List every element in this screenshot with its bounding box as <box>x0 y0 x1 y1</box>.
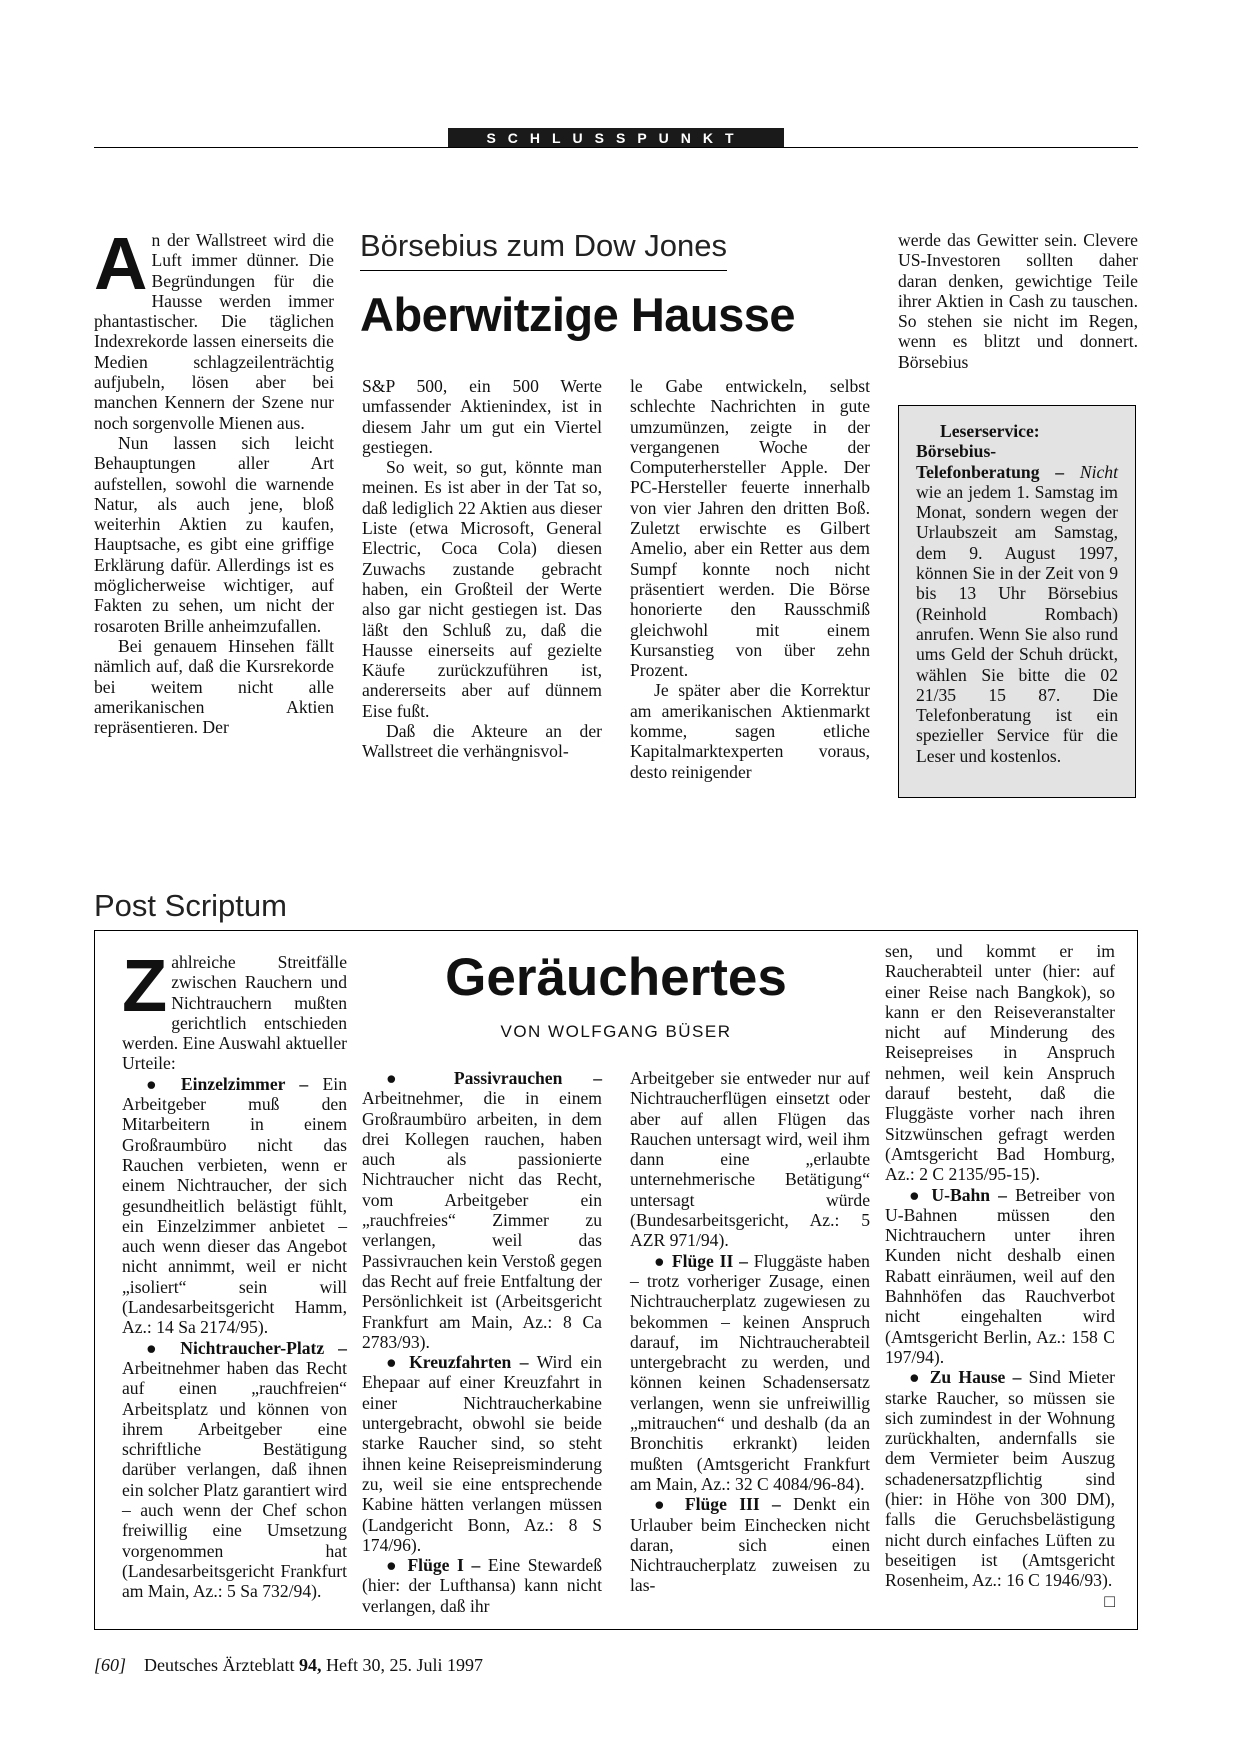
item-text: Sind Mieter starke Raucher, so müssen sie sich zumindest in der Wohnung zurückhalten, andernfalls sie dem Vermieter beim Auszug schadenersatzpflichtig sind (hier: in Höhe von 300 DM), falls die Geruchsbelästigung nicht durch einfaches Lüften zu beseitigen ist (Amtsgericht Rosenheim, Az.: 16 C 1946/93). <box>885 1367 1115 1591</box>
article1-column-2 <box>362 376 602 762</box>
infobox-text: wie an jedem 1. Samstag im Monat, sondern wegen der Urlaubszeit am Samstag, dem 9. August 1997, können Sie in der Zeit von 9 bis 13 Uhr Börsebius (Reinhold Rombach) anrufen. Wenn Sie also rund ums Geld der Schuh drückt, wählen Sie bitte die 02 21/35 15 87. Die Telefonberatung ist ein spezieller Service für die Leser und kostenlos. <box>916 481 1118 766</box>
end-mark: □ <box>1104 1590 1115 1611</box>
article-title: Aberwitzige Hausse <box>360 288 796 341</box>
item-label: Zu Hause – <box>929 1367 1022 1388</box>
article2-column-2 <box>362 1068 602 1616</box>
dropcap: Z <box>122 944 168 1027</box>
infobox-italic: Nicht <box>1079 461 1118 482</box>
paragraph: Bei genauem Hinsehen fällt nämlich auf, daß die Kursrekorde bei weitem nicht alle amerikanischen Aktien repräsentieren. Der <box>94 635 334 738</box>
item-label: Flüge I – <box>407 1555 481 1576</box>
item-label: Einzelzimmer – <box>180 1073 309 1094</box>
item-text: Denkt ein Urlauber beim Einchecken nicht daran, sich einen Nichtraucherplatz zuweisen zu las- <box>630 1494 870 1596</box>
article1-column-4 <box>898 230 1138 372</box>
page-number: [60] <box>94 1655 127 1675</box>
intro: ahlreiche Streitfälle zwischen Rauchern und Nichtrauchern mußten gerichtlich entschieden werden. Eine Auswahl aktueller Urteile: <box>122 952 347 1074</box>
bullet: ● <box>146 1073 167 1094</box>
section-label: SCHLUSSPUNKT <box>448 128 784 148</box>
infobox-lead: Leserservice: Börsebius-Telefonberatung – <box>916 421 1065 482</box>
paragraph: werde das Gewitter sein. Clevere US-Investoren sollten daher daran denken, gewichtige Teile ihrer Aktien in Cash zu tauschen. So stehen sie nicht im Regen, wenn es blitzt und donnert. Börsebius <box>898 230 1138 372</box>
paragraph: n der Wallstreet wird die Luft immer dünner. Die Begründungen für die Hausse werden immer phantastischer. Die täglichen Indexrekorde lassen einerseits die Medien schlagzeilenträchtig aufjubeln, lösen aber bei manchen Kennern der Szene nur noch sorgenvolle Mienen aus. <box>94 230 334 433</box>
bullet: ● <box>909 1367 923 1388</box>
item-text: Arbeitnehmer, die in einem Großraumbüro arbeiten, in dem drei Kollegen rauchen, haben auch als passionierte Nichtraucher nicht das Recht, vom Arbeitgeber ein „rauchfreies“ Zimmer zu verlangen, weil das Passivrauchen kein Verstoß gegen das Recht auf freie Entfaltung der Persönlichkeit ist (Arbeitsgericht Frankfurt am Main, Az.: 8 Ca 2783/93). <box>362 1088 602 1352</box>
item-text: Wird ein Ehepaar auf einer Kreuzfahrt in einer Nichtraucherkabine untergebracht, obwohl sie beide starke Raucher sind, so steht ihnen keine Reisepreisminderung zu, weil sie eine entsprechende Kabine hätten verlangen müssen (Landgericht Bonn, Az.: 8 S 174/96). <box>362 1352 602 1555</box>
paragraph: le Gabe entwickeln, selbst schlechte Nachrichten in gute umzumünzen, zeigte in der vergangenen Woche der Computerhersteller Apple. Der PC-Hersteller feuerte innerhalb von vier Jahren den dritten Boß. Zuletzt erwischte es Gilbert Amelio, aber ein Retter aus dem Sumpf konnte noch nicht präsentiert werden. Die Börse honorierte den Rausschmiß gleichwohl mit einem Kursanstieg von über zehn Prozent. <box>630 376 870 681</box>
article2-column-4 <box>885 941 1115 1611</box>
journal-name: Deutsches Ärzteblatt <box>144 1655 295 1675</box>
item-text: Arbeitnehmer haben das Recht auf einen „rauchfreien“ Arbeitsplatz und können von ihrem Arbeitgeber eine schriftliche Bestätigung darüber verlangen, daß ihnen ein solcher Platz garantiert wird – auch wenn der Chef schon freiwillig eine Umsetzung vorgenommen hat (Landesarbeitsgericht Frankfurt am Main, Az.: 5 Sa 732/94). <box>122 1357 347 1602</box>
bullet: ● <box>386 1068 424 1088</box>
item-label: Flüge II – <box>671 1250 748 1271</box>
item-label: Kreuzfahrten – <box>409 1352 529 1373</box>
issue: Heft 30, 25. Juli 1997 <box>325 1655 483 1675</box>
article1-column-1 <box>94 222 334 738</box>
volume: 94, <box>298 1655 322 1675</box>
paragraph: So weit, so gut, könnte man meinen. Es ist aber in der Tat so, daß lediglich 22 Aktien aus dieser Liste (etwa Microsoft, General Electric, Coca Cola) diesen Zuwachs zustande gebracht haben, ein Großteil der Werte also gar nicht gestiegen ist. Das läßt den Schluß zu, daß die Hausse einerseits auf gezielte Käufe zurückzuführen ist, andererseits aber auf dünnem Eise fußt. <box>362 457 602 721</box>
post-scriptum-label: Post Scriptum <box>94 888 287 923</box>
article2-title: Geräuchertes <box>445 948 787 1007</box>
paragraph: Je später aber die Korrektur am amerikanischen Aktienmarkt komme, sagen etliche Kapitalmarktexperten voraus, desto reinigender <box>630 680 870 782</box>
item-label: Flüge III – <box>684 1494 781 1515</box>
paragraph: S&P 500, ein 500 Werte umfassender Aktienindex, ist in diesem Jahr um gut ein Viertel gestiegen. <box>362 376 602 457</box>
article-kicker: Börsebius zum Dow Jones <box>360 228 727 271</box>
item-label: Nichtraucher-Platz – <box>180 1337 347 1358</box>
item-text: Fluggäste haben – trotz vorheriger Zusage, einen Nichtraucherplatz zugewiesen zu bekommen – keinen Anspruch darauf, im Nichtraucherabteil untergebracht zu werden, und können keinen Schadensersatz verlangen, wenn sie unfreiwillig „mitrauchen“ und deshalb (da an Bronchitis erkrankt) leiden mußten (Amtsgericht Frankfurt am Main, Az.: 32 C 4084/96-84). <box>630 1250 870 1494</box>
item-text: Eine Stewardeß (hier: der Lufthansa) kann nicht verlangen, daß ihr <box>362 1555 603 1616</box>
article2-column-1 <box>122 944 347 1602</box>
bullet: ● <box>146 1337 167 1358</box>
item-label: Passivrauchen – <box>453 1068 602 1088</box>
paragraph: Nun lassen sich leicht Behauptungen aller Art aufstellen, sowohl die warnende Natur, als auch jene, bloß weiterhin Aktien zu kaufen, Hauptsache, es gibt eine griffige Erklärung dafür. Allerdings ist es möglicherweise wichtiger, auf Fakten zu sehen, um nicht der rosaroten Brille anheimzufallen. <box>94 432 334 636</box>
bullet: ● <box>386 1555 400 1576</box>
bullet: ● <box>909 1184 924 1205</box>
bullet: ● <box>654 1250 667 1271</box>
item-text: Betreiber von U-Bahnen müssen den Nichtrauchern unter ihren Kunden nicht deshalb einen Rabatt einräumen, weil auf den Bahnhöfen das Rauchverbot nicht eingehalten wird (Amtsgericht Berlin, Az.: 158 C 197/94). <box>885 1184 1115 1367</box>
article2-column-3 <box>630 1068 870 1596</box>
item-text: Ein Arbeitgeber muß den Mitarbeitern in einem Großraumbüro nicht das Rauchen verbieten, wenn er einem Nichtraucher, der sich gesundheitlich belästigt fühlt, ein Einzelzimmer anbietet – auch wenn dieser das Angebot nicht annimmt, weil er nicht „isoliert“ sein will (Landesarbeitsgericht Hamm, Az.: 14 Sa 2174/95). <box>122 1073 347 1338</box>
bullet: ● <box>654 1494 673 1515</box>
byline: VON WOLFGANG BÜSER <box>500 1022 732 1041</box>
dropcap: A <box>94 222 148 305</box>
item-label: U-Bahn – <box>931 1184 1007 1205</box>
paragraph: Arbeitgeber sie entweder nur auf Nichtraucherflügen einsetzt oder aber auf allen Flügen das Rauchen untersagt wird, weil ihm dann eine „erlaubte unternehmerische Betätigung“ untersagt würde (Bundesarbeitsgericht, Az.: 5 AZR 971/94). <box>630 1068 870 1251</box>
top-rule <box>94 147 1138 148</box>
article1-column-3 <box>630 376 870 782</box>
reader-service-box <box>898 405 1136 798</box>
bullet: ● <box>386 1352 401 1373</box>
paragraph: Daß die Akteure an der Wallstreet die verhängnisvol- <box>362 721 602 762</box>
paragraph: sen, und kommt er im Raucherabteil unter (hier: auf einer Reise nach Bangkok), so kann er den Reiseveranstalter nicht auf Minderung des Reisepreises in Anspruch nehmen, weil kein Anspruch darauf besteht, daß die Fluggäste vorher nach ihren Sitzwünschen gefragt werden (Amtsgericht Bad Homburg, Az.: 2 C 2135/95-15). <box>885 941 1115 1185</box>
page-footer <box>94 1655 483 1676</box>
